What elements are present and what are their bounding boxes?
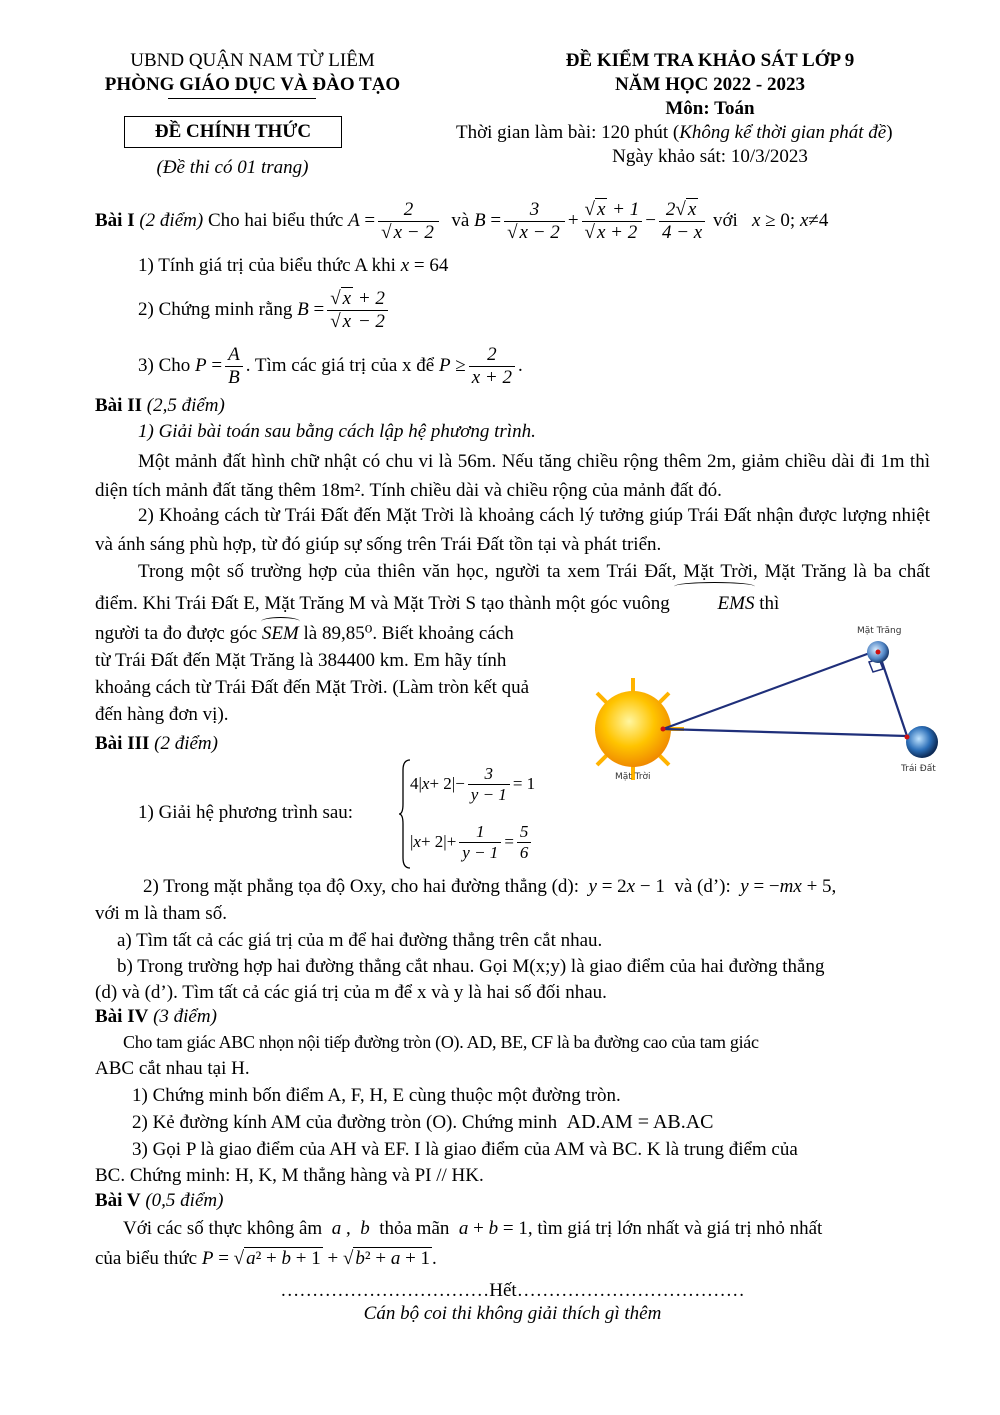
header-underline <box>168 98 316 99</box>
figure-svg <box>595 620 950 790</box>
end-marker: ……………………………Hết……………………………… <box>280 1280 745 1301</box>
time-limit: Thời gian làm bài: 120 phút (Không kể thời gian phát đề) <box>456 122 893 143</box>
sun-moon-line <box>663 650 878 729</box>
bai3-q1: 1) Giải hệ phương trình sau: <box>138 802 354 823</box>
bai3-q2-note: với m là tham số. <box>95 903 227 924</box>
sun-moon-earth-figure <box>595 620 950 790</box>
exam-date: Ngày khảo sát: 10/3/2023 <box>612 146 808 167</box>
bai5-line1: Với các số thực không âm a , b thỏa mãn a + b = 1, tìm giá trị lớn nhất và giá trị nhỏ nhất <box>123 1218 823 1239</box>
bai4-q3-line2: BC. Chứng minh: H, K, M thẳng hàng và PI // HK. <box>95 1165 484 1186</box>
bai2-line5: từ Trái Đất đến Mặt Trăng là 384400 km. Em hãy tính <box>95 650 507 671</box>
footer-note: Cán bộ coi thi không giải thích gì thêm <box>363 1303 662 1324</box>
bai4-heading: Bài IV (3 điểm) <box>95 1006 217 1027</box>
moon-earth-line <box>878 650 907 736</box>
school-year: NĂM HỌC 2022 - 2023 <box>615 74 805 95</box>
subject: Môn: Toán <box>665 98 755 119</box>
bai2-line7: đến hàng đơn vị). <box>95 704 229 725</box>
header-department: PHÒNG GIÁO DỤC VÀ ĐÀO TẠO <box>104 74 401 95</box>
pages-note: (Đề thi có 01 trang) <box>156 157 309 178</box>
bai1-q2: 2) Chứng minh rằng B = $\frac{√ x + 2}{√ x - 2}$ <box>138 283 391 337</box>
bai4-intro-line1: Cho tam giác ABC nhọn nội tiếp đường tròn (O). AD, BE, CF là ba đường cao của tam giác <box>123 1032 759 1052</box>
label-sun: Mặt Trời <box>615 772 651 782</box>
bai4-q1: 1) Chứng minh bốn điểm A, F, H, E cùng thuộc một đường tròn. <box>132 1085 621 1106</box>
system-eq1: 4| x + 2|− $\frac{3}{y - 1}$ = 1 <box>410 763 536 804</box>
bai4-intro-line2: ABC cắt nhau tại H. <box>95 1058 250 1079</box>
bai3-qb-line1: b) Trong trường hợp hai đường thẳng cắt nhau. Gọi M(x;y) là giao điểm của hai đường thẳng <box>117 956 825 977</box>
bai2-sub1: 1) Giải bài toán sau bằng cách lập hệ phương trình. <box>138 421 536 442</box>
equation-system <box>398 758 558 870</box>
system-eq2: | x + 2|+ $\frac{1}{y - 1}$ = $\frac{5}{6}$ <box>410 816 534 868</box>
sun-earth-line <box>663 729 907 736</box>
bai1-intro: Bài I (2 điểm) Cho hai biểu thức A = $\frac{2}{√ x - 2}$ và B = $\frac{3}{√ x - 2}$ + $\frac{√ x + 1}{√ x + 2}$ − $\frac{2√ x}{4 - x}$ với x ≥ 0; x ≠4 <box>95 198 829 243</box>
bai2-line6: khoảng cách từ Trái Đất đến Mặt Trời. (Làm tròn kết quả <box>95 677 530 698</box>
bai1-q3: 3) Cho P = $\frac{A}{B}$ . Tìm các giá trị của x để P ≥ $\frac{2}{x + 2}$ . <box>138 343 523 388</box>
bai5-heading: Bài V (0,5 điểm) <box>95 1190 224 1211</box>
header-district: UBND QUẬN NAM TỪ LIÊM <box>130 50 375 71</box>
label-moon: Mặt Trăng <box>857 626 902 636</box>
bai2-problem2-intro: 2) Khoảng cách từ Trái Đất đến Mặt Trời là khoảng cách lý tưởng giúp Trái Đất nhận được lượng nhiệt và ánh sáng phù hợp, từ đó giúp sự sống trên Trái Đất tồn tại và phát triển. <box>95 505 930 555</box>
label-earth: Trái Đất <box>901 764 936 774</box>
bai2-problem1: Một mảnh đất hình chữ nhật có chu vi là 56m. Nếu tăng chiều rộng thêm 2m, giảm chiều dài đi 1m thì diện tích mảnh đất tăng thêm 18m². Tính chiều dài và chiều rộng của mảnh đất đó. <box>95 451 930 501</box>
bai2-angle-line: người ta đo được góc SEM là 89,85⁰. Biết khoảng cách <box>95 623 514 644</box>
bai3-heading: Bài III (2 điểm) <box>95 733 218 754</box>
bai1-q1: 1) Tính giá trị của biểu thức A khi x = 64 <box>138 255 449 276</box>
bai4-q2: 2) Kẻ đường kính AM của đường tròn (O). Chứng minh AD.AM = AB.AC <box>132 1111 714 1133</box>
bai4-q3-line1: 3) Gọi P là giao điểm của AH và EF. I là giao điểm của AM và BC. K là trung điểm của <box>132 1139 798 1160</box>
official-exam-box: ĐỀ CHÍNH THỨC <box>124 116 342 148</box>
bai3-qb-line2: (d) và (d’). Tìm tất cả các giá trị của m để x và y là hai số đối nhau. <box>95 982 607 1003</box>
bai5-line2: của biểu thức P = √ a² + b + 1 + √ b² + a + 1 . <box>95 1248 437 1269</box>
bai2-heading: Bài II (2,5 điểm) <box>95 395 225 416</box>
earth-icon <box>906 726 938 758</box>
bai3-qa: a) Tìm tất cả các giá trị của m để hai đường thẳng trên cắt nhau. <box>117 930 603 951</box>
bai3-q2: 2) Trong mặt phẳng tọa độ Oxy, cho hai đường thẳng (d): y = 2x − 1 và (d’): y = −mx + 5, <box>143 876 837 897</box>
exam-title: ĐỀ KIỂM TRA KHẢO SÁT LỚP 9 <box>565 50 855 71</box>
bai2-problem2-setup: Trong một số trường hợp của thiên văn học, người ta xem Trái Đất, Mặt Trời, Mặt Trăng là ba chất điểm. Khi Trái Đất E, Mặt Trăng M và Mặt Trời S tạo thành một góc vuông EMS thì <box>95 556 930 620</box>
